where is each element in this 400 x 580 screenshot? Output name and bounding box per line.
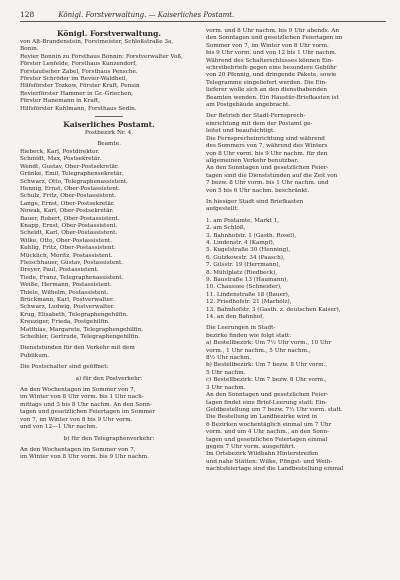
text-line: b) Bestellbezirk: Um 7 bezw. 8 Uhr vorm.,	[206, 362, 328, 369]
text-line: Kuhlig, Fritz, Ober-Postassistent.	[20, 245, 116, 252]
text-line: nachtsfeiertage sind die Landbestellung einmal	[206, 466, 344, 473]
text-line: Der Betrieb der Stadt-Fernsprech-	[206, 113, 306, 120]
text-line: Die Postschalter sind geöffnet:	[20, 364, 109, 371]
text-line: bezirke finden wie folgt statt:	[206, 332, 292, 339]
text-line: An den Wochentagen im Sommer von 7,	[20, 387, 136, 394]
text-line: An den Wochentagen im Sommer von 7,	[20, 446, 136, 453]
text-line: 8. Mühlplatz (Riedbeck),	[206, 269, 278, 276]
text-line: Scheidt, Karl, Ober-Postassistent.	[20, 230, 118, 237]
text-line: c) Bestellbezirk: Um 7 bezw. 8 Uhr vorm.,	[206, 377, 327, 384]
text-line: Grünke, Emil, Telegraphensekretär.	[20, 171, 124, 178]
text-line: Mücklich, Moritz, Postassistent.	[20, 252, 113, 259]
text-line: 12. Friedhofstr. 21 (Marholz),	[206, 299, 292, 306]
text-line: 4. Lindenstr. 4 (Kampf),	[206, 239, 275, 246]
text-line: 5. Kugelstraße 30 (Henning),	[206, 247, 291, 254]
text-line: tagen findet eine Brief-Leerung statt: Ein-	[206, 399, 328, 406]
centered-line: Postbezirk Nr. 4.	[84, 130, 134, 137]
text-line: Wilke, Otto, Ober-Postassistent.	[20, 237, 112, 244]
centered-line: a) für den Postverkehr:	[75, 375, 143, 382]
text-line: am Postgebäude angebracht.	[206, 102, 291, 109]
text-line: Hennig, Ernst, Ober-Postassistent.	[20, 185, 120, 192]
text-line: An den Sonntagen und gesetzlichen Feier-	[206, 392, 329, 399]
text-line: im Winter von 8 Uhr vorm. bis 1 Uhr nach-	[20, 394, 144, 401]
text-line: Nowak, Karl, Ober-Postsekretär.	[20, 208, 114, 215]
text-line: Beamten wenden. Ein Haustür-Briefkasten ist	[206, 94, 339, 101]
text-line: Scheibler, Gertrude, Telegraphengehilfin.	[20, 334, 140, 341]
text-line: 2. am Schloß,	[206, 225, 246, 232]
running-title: Königl. Forstverwaltung. — Kaiserliches Postamt.	[58, 11, 235, 19]
text-line: Matthias, Margarete, Telegraphengehilfin.	[20, 326, 144, 333]
text-line: allgemeinen Verkehr benutzbar.	[206, 157, 299, 164]
text-line: mittags und 3 bis 8 Uhr nachm. An den Sonn-	[20, 401, 152, 408]
text-line: Lange, Ernst, Ober-Postsekretär.	[20, 200, 115, 207]
text-line: Sommer von 7, im Winter von 8 Uhr vorm.	[206, 42, 329, 49]
text-line: schreibebriefe gegen eine besondere Gebühr	[206, 65, 337, 72]
text-line: 6. Gutzkowstr. 34 (Paasch),	[206, 254, 285, 261]
text-line: 9. Baustraße 13 (Haumann),	[206, 277, 289, 283]
text-line: Krug, Elisabeth, Telegraphengehilfin.	[20, 311, 129, 318]
text-line: Bauer, Robert, Ober-Postassistent.	[20, 215, 120, 222]
text-line: 13. Bahnhofstr. 3 (Gasth. z. deutschen Kaiser),	[206, 306, 341, 313]
text-line: Förster Lenfelde, Forsthaus Kunzendorf,	[20, 61, 137, 68]
text-line: aufgestellt:	[206, 206, 239, 213]
section-divider	[95, 116, 123, 117]
text-line: 7 bezw. 8 Uhr vorm. bis 1 Uhr nachm. und	[206, 180, 329, 187]
text-line: vorm. und um 4 Uhr nachm., an den Sonn-	[206, 429, 330, 436]
text-columns	[20, 28, 386, 474]
text-line: Tiede, Franz, Telegraphenassistent.	[20, 274, 124, 281]
text-line: Die Leerungen in Stadt-	[206, 325, 276, 332]
text-line: Weiße, Hermann, Postassistent.	[20, 282, 112, 289]
text-line: einrichtung mit dem der Postamt ge-	[206, 120, 313, 127]
text-line: 5 Uhr nachm.	[206, 369, 246, 376]
text-line: 7. Gilsstr. 19 (Herrmann),	[206, 262, 281, 269]
text-line: Wendt, Gustav, Ober-Postsekretär.	[20, 163, 119, 170]
text-line: Die Fernsprecheinrichtung sind während	[206, 135, 325, 142]
text-line: Knapp, Ernst, Ober-Postassistent.	[20, 222, 118, 229]
text-line: gegen 7 Uhr vorm. ausgeführt.	[206, 443, 296, 450]
text-line: vorm. und 8 Uhr nachm. bis 9 Uhr abends. An	[206, 28, 340, 34]
text-line: im Winter von 8 Uhr vorm. bis 9 Uhr nachm.	[20, 454, 150, 461]
text-line: Brückmann, Karl, Postverwalter.	[20, 297, 114, 303]
text-line: Schulz, Fritz, Ober-Postassistent.	[20, 193, 117, 200]
text-line: Revierförster Hammer in Gr.-Griechen,	[20, 90, 133, 97]
text-line: Schwarz, Otto, Telegraphenassistent.	[20, 178, 128, 185]
text-line: Förster Schröder im Revier-Waldheil,	[20, 76, 128, 83]
text-line: Geldbestellung um 7 bezw. 7½ Uhr vorm. statt.	[206, 406, 343, 413]
text-line: 10. Chaussee (Schneider),	[206, 284, 282, 291]
text-line: tagen sind die Dienststunden auf die Zeit von	[206, 172, 338, 179]
text-line: 3 Uhr nachm.	[206, 384, 246, 391]
text-line: Telegramme eingeliefert werden. Die Ein-	[206, 79, 328, 86]
text-line: Hilfsförster Kuhlmann, Forsthaus Sedin.	[20, 105, 137, 112]
text-line: Fleischhauer, Gustav, Postassistent.	[20, 259, 124, 266]
text-line: In hiesiger Stadt sind Briefkasten	[206, 198, 304, 205]
text-line: Forstaufseher Zabel, Forsthaus Pensche.	[20, 68, 138, 75]
text-line: 11. Lindenstraße 18 (Bauer),	[206, 291, 290, 298]
text-line: Bonin.	[20, 46, 39, 53]
text-line: tagen und gesetzlichen Feiertagen einmal	[206, 436, 328, 443]
text-line: von 20 Pfennig, und dringende Pakete, sowie	[206, 72, 337, 79]
right-column	[206, 28, 386, 474]
text-line: 1. am Postamte, Markt 1,	[206, 217, 280, 224]
text-line: und von 12—1 Uhr nachm.	[20, 424, 98, 431]
section-title: Kaiserliches Postamt.	[63, 120, 155, 130]
text-line: Schmidt, Max, Postsekretär.	[20, 156, 102, 163]
text-line: Dreyer, Paul, Postassistent.	[20, 267, 99, 274]
text-line: Schwarz, Ludwig, Postverwalter.	[20, 304, 115, 311]
text-line: 6 Bezirken wochentäglich einmal um 7 Uhr	[206, 421, 332, 428]
text-line: 8½ Uhr nachm.	[206, 355, 252, 362]
text-line: vorm., 1 Uhr nachm., 5 Uhr nachm.,	[206, 347, 311, 354]
text-line: 14. an den Bahnhof,	[206, 314, 264, 321]
left-column	[20, 28, 198, 474]
page-header	[20, 10, 386, 22]
text-line: tagen und gesetzlichen Feiertagen im Sommer	[20, 409, 156, 416]
text-line: Kreuziger, Frieda, Postgehilfin.	[20, 319, 110, 326]
text-line: Thiele, Wilhelm, Postassistent.	[20, 289, 109, 296]
text-line: Revier Bonnin zu Forsthaus Bonnin: Forstverwalter Voß,	[20, 53, 183, 60]
text-line: den Sonntagen und gesetzlichen Feiertagen im	[206, 35, 343, 42]
text-line: und nahe Stätten: Wilke, Pfingst- und Weih-	[206, 458, 333, 465]
text-line: von 5 bis 6 Uhr nachm. beschränkt.	[206, 187, 310, 194]
text-line: von 8 Uhr vorm. bis 9 Uhr nachm. für den	[206, 150, 328, 157]
text-line: Die Bestellung im Landbezirke wird in	[206, 414, 318, 421]
text-line: lieferer wolle sich an den diensthabenden	[206, 87, 328, 94]
text-line: Förster Hanemann in Kraft,	[20, 98, 101, 105]
text-line: a) Bestellbezirk: Um 7½ Uhr vorm., 10 Uhr	[206, 340, 332, 347]
text-line: von 7, im Winter von 8 bis 9 Uhr vorm.	[20, 416, 133, 423]
section-title: Königl. Forstverwaltung.	[56, 29, 161, 38]
text-line: bis 9 Uhr vorm. und von 12 bis 1 Uhr nachm.	[206, 50, 337, 57]
centered-line: Beamte.	[97, 141, 121, 148]
text-line: Während des Schalterschlusses können Ein-	[206, 57, 334, 64]
text-line: Im Ortsbezirk Wildbahn Hinterstreifen	[206, 451, 319, 458]
page-number: 128	[20, 10, 35, 19]
text-line: von Alt-Brandenstein, Forstmeister, Schloßstraße 3a,	[20, 39, 174, 45]
text-line: des Sommers von 7, während des Winters	[206, 143, 328, 150]
text-line: Publikum.	[20, 352, 50, 359]
text-line: Dienststunden für den Verkehr mit dem	[20, 345, 135, 352]
text-line: Riebeck, Karl, Postdirektor.	[20, 148, 100, 155]
text-line: leitet und beaufsichtigt.	[206, 128, 276, 135]
centered-line: b) für den Telegraphenverkehr:	[63, 435, 155, 442]
text-line: An den Sonntagen und gesetzlichen Feier-	[206, 165, 329, 172]
text-line: 3. Bahnhofstr. 1 (Gasth. Rosel),	[206, 232, 297, 239]
text-line: Hilfsförster Tozkow, Förster Kraft, Pensin	[20, 83, 140, 90]
